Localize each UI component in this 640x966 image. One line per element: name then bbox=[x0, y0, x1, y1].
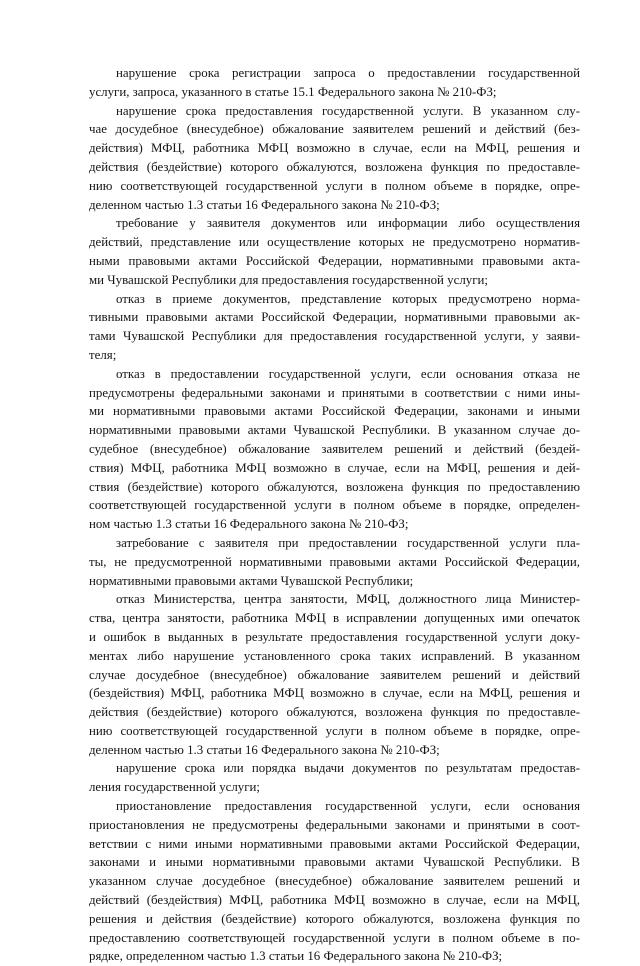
text-line: приостановление предоставления государственной услуги, если основания bbox=[116, 799, 580, 814]
text-line: случае досудебное (внесудебное) обжалование заявителем решений и действий bbox=[89, 667, 580, 682]
text-line: предоставлению соответствующей государственной услуги в полном объеме в по- bbox=[89, 930, 580, 945]
text-line: решения и действия (бездействие) которого обжалуются, возложена функция по bbox=[89, 911, 580, 926]
text-line: ментах либо нарушение установленного срока таких исправлений. В указанном bbox=[89, 648, 580, 663]
text-line: действий, представление или осуществление которых не предусмотрено норматив- bbox=[89, 235, 580, 250]
text-line: нарушение срока предоставления государственной услуги. В указанном слу- bbox=[116, 103, 580, 118]
text-line: нарушение срока регистрации запроса о предоставлении государственной bbox=[116, 66, 580, 80]
text-line: ства, центра занятости, работника МФЦ в исправлении допущенных ими опечаток bbox=[89, 611, 580, 626]
text-line: нормативными правовыми актами Чувашской Республики. В указанном случае до- bbox=[89, 423, 580, 438]
text-line: услуги, запроса, указанного в статье 15.1 Федерального закона № 210-ФЗ; bbox=[89, 84, 497, 99]
text-line: нормативными правовыми актами Чувашской Республики; bbox=[89, 573, 414, 588]
text-line: ными правовыми актами Российской Федерации, нормативными правовыми акта- bbox=[89, 253, 580, 268]
text-line: законами и иными нормативными правовыми актами Чувашской Республики. В bbox=[89, 855, 580, 870]
text-line: нию соответствующей государственной услуги в полном объеме в порядке, опре- bbox=[89, 178, 580, 193]
text-line: тивными правовыми актами Российской Федерации, нормативными правовыми ак- bbox=[89, 310, 580, 325]
text-line: действия (бездействие) которого обжалуются, возложена функция по предоставле- bbox=[89, 159, 580, 174]
text-line: отказ в приеме документов, представление которых предусмотрено норма- bbox=[116, 291, 580, 306]
text-line: соответствующей государственной услуги в полном объеме в порядке, определен- bbox=[89, 498, 580, 513]
text-line: судебное (внесудебное) обжалование заявителем решений и действий (бездей- bbox=[89, 441, 580, 456]
text-line: указанном случае досудебное (внесудебное) обжалование заявителем решений и bbox=[89, 874, 580, 889]
text-line: теля; bbox=[89, 347, 117, 362]
text-line: действий (бездействия) МФЦ, работника МФЦ возможно в случае, если на МФЦ, bbox=[89, 893, 580, 908]
text-line: ты, не предусмотренной нормативными правовыми актами Российской Федерации, bbox=[89, 554, 580, 569]
text-line: ветствии с ними иными нормативными правовыми актами Российской Федерации, bbox=[89, 836, 580, 851]
text-line: отказ Министерства, центра занятости, МФЦ, должностного лица Министер- bbox=[116, 592, 580, 607]
document-body bbox=[89, 64, 580, 966]
text-line: чае досудебное (внесудебное) обжалование заявителем решений и действий (без- bbox=[89, 122, 580, 137]
text-line: (бездействия) МФЦ, работника МФЦ возможно в случае, если на МФЦ, решения и bbox=[89, 686, 580, 701]
text-line: деленном частью 1.3 статьи 16 Федерального закона № 210-ФЗ; bbox=[89, 197, 440, 212]
text-line: действия) МФЦ, работника МФЦ возможно в случае, если на МФЦ, решения и bbox=[89, 141, 580, 156]
text-line: рядке, определенном частью 1.3 статьи 16 Федерального закона № 210-ФЗ; bbox=[89, 949, 503, 964]
text-line: требование у заявителя документов или информации либо осуществления bbox=[116, 216, 580, 231]
text-line: предусмотрены федеральными законами и принятыми в соответствии с ними ины- bbox=[89, 385, 580, 400]
text-line: ми Чувашской Республики для предоставления государственной услуги; bbox=[89, 272, 488, 287]
text-line: и ошибок в выданных в результате предоставления государственной услуги доку- bbox=[89, 629, 580, 644]
text-line: ми нормативными правовыми актами Российской Федерации, законами и иными bbox=[89, 404, 580, 419]
text-line: нию соответствующей государственной услуги в полном объеме в порядке, опре- bbox=[89, 723, 580, 738]
text-line: ствия) МФЦ, работника МФЦ возможно в случае, если на МФЦ, решения и дей- bbox=[89, 460, 580, 475]
text-line: ном частью 1.3 статьи 16 Федерального закона № 210-ФЗ; bbox=[89, 517, 409, 532]
text-line: действия (бездействие) которого обжалуются, возложена функция по предоставле- bbox=[89, 705, 580, 720]
text-line: затребование с заявителя при предоставлении государственной услуги пла- bbox=[116, 535, 580, 550]
text-line: отказ в предоставлении государственной услуги, если основания отказа не bbox=[116, 366, 580, 381]
text-line: приостановления не предусмотрены федеральными законами и принятыми в соот- bbox=[89, 817, 580, 832]
text-line: нарушение срока или порядка выдачи документов по результатам предостав- bbox=[116, 761, 580, 776]
text-line: ствия (бездействие) которого обжалуются, возложена функция по предоставлению bbox=[89, 479, 580, 494]
text-line: тами Чувашской Республики для предоставления государственной услуги, у заяви- bbox=[89, 329, 580, 344]
text-line: ления государственной услуги; bbox=[89, 780, 261, 795]
text-line: деленном частью 1.3 статьи 16 Федерального закона № 210-ФЗ; bbox=[89, 742, 440, 757]
